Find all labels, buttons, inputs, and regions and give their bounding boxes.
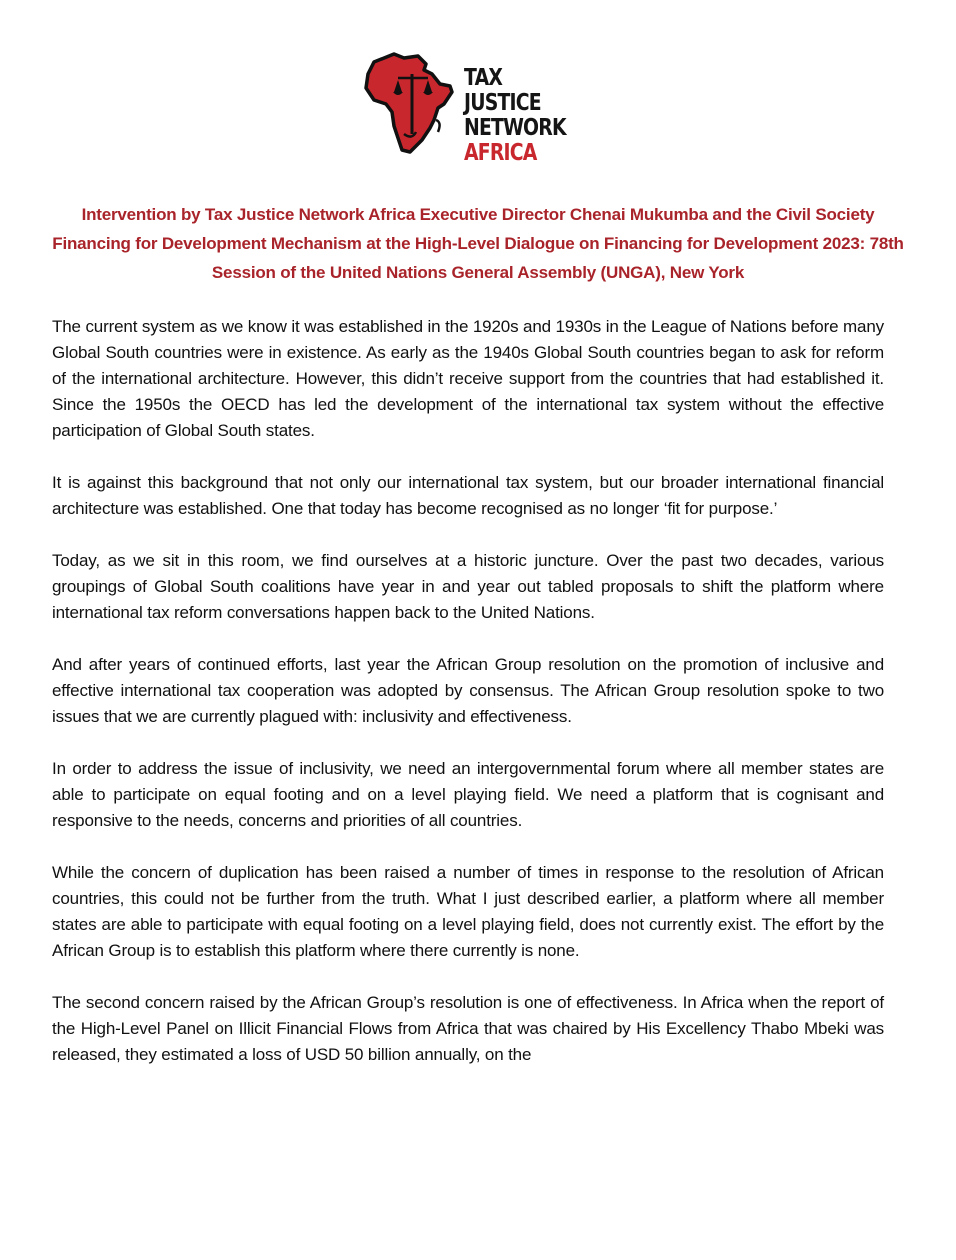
paragraph-3: Today, as we sit in this room, we find ourselves at a historic juncture. Over the past two decades, various groupings of Global South coalitions have year in and year out tabled proposals to shift the platform where international tax reform conversations happen back to the United Nations. xyxy=(52,551,884,622)
africa-map-scales-of-justice-icon xyxy=(360,48,458,158)
paragraph-7: The second concern raised by the African Group’s resolution is one of effectiveness. In Africa when the report of the High-Level Panel on Illicit Financial Flows from Africa that was chaired by His Excellency Thabo Mbeki was released, they estimated a loss of USD 50 billion annually, on the xyxy=(52,993,884,1064)
paragraph-1: The current system as we know it was established in the 1920s and 1930s in the League of Nations before many Global South countries were in existence. As early as the 1940s Global South countries began to ask for reform of the international architecture. However, this didn’t receive support from the countries that had established it. Since the 1950s the OECD has led the development of the international tax system without the effective participation of Global South states. xyxy=(52,317,884,440)
paragraph-2: It is against this background that not only our international tax system, but our broader international financial architecture was established. One that today has become recognised as no longer ‘fit for purpose.’ xyxy=(52,473,884,518)
document-body xyxy=(52,314,884,1094)
paragraph-6: While the concern of duplication has been raised a number of times in response to the resolution of African countries, this could not be further from the truth. What I just described earlier, a platform where all member states are able to participate with equal footing on a level playing field, does not currently exist. The effort by the African Group is to establish this platform where there currently is none. xyxy=(52,863,884,960)
paragraph-5: In order to address the issue of inclusivity, we need an intergovernmental forum where all member states are able to participate on equal footing and on a level playing field. We need a platform that is cognisant and responsive to the needs, concerns and priorities of all countries. xyxy=(52,759,884,830)
paragraph-4: And after years of continued efforts, last year the African Group resolution on the promotion of inclusive and effective international tax cooperation was adopted by consensus. The African Group resolution spoke to two issues that we are currently plagued with: inclusivity and effectiveness. xyxy=(52,655,884,726)
logo-line-3: AFRICA xyxy=(464,140,537,166)
logo-line-1: TAX JUSTICE xyxy=(464,65,541,116)
logo-line-2: NETWORK xyxy=(464,115,566,141)
document-title: Intervention by Tax Justice Network Africa Executive Director Chenai Mukumba and the Civil Society Financing for Development Mechanism at the High-Level Dialogue on Financing for Development 2023: 78th Session of the United Nations General Assembly (UNGA), New York xyxy=(52,205,904,282)
logo-wordmark xyxy=(464,66,576,166)
tjna-logo xyxy=(360,48,600,166)
